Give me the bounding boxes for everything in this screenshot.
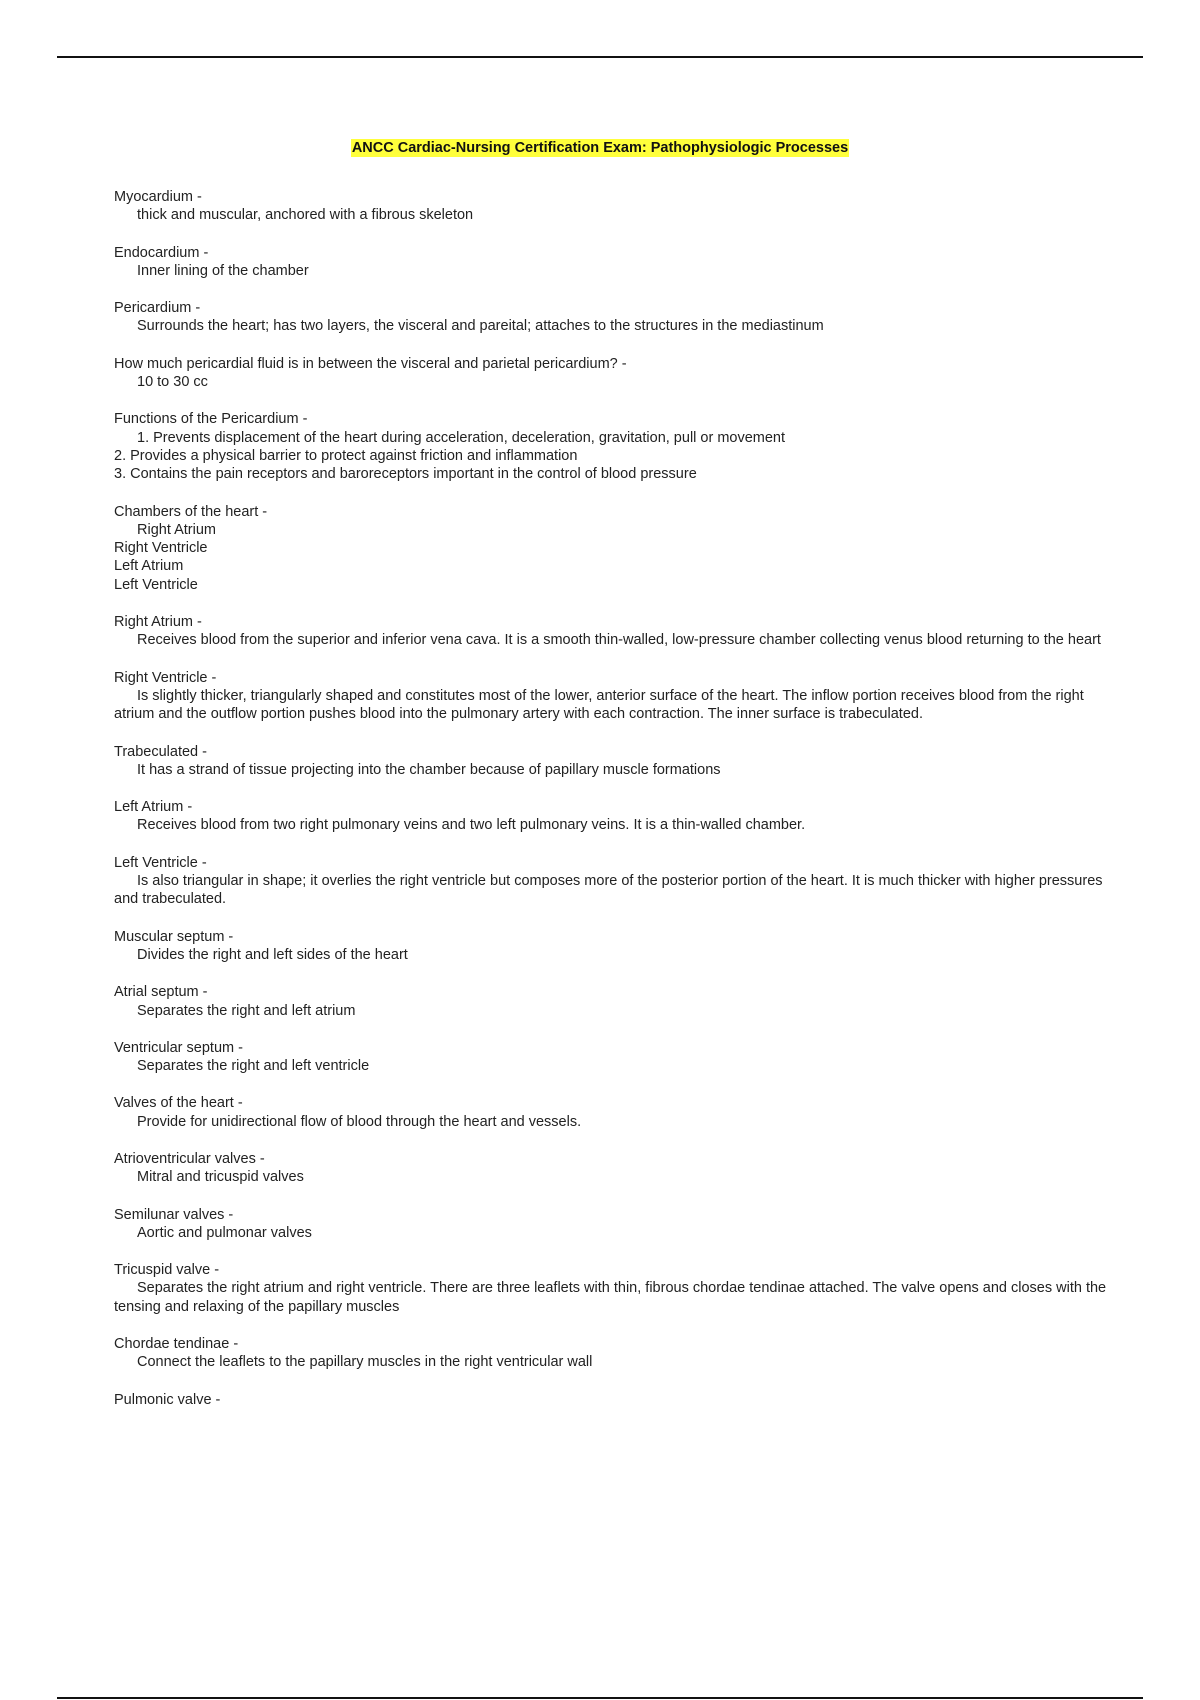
entry-av-valves xyxy=(114,1150,1114,1187)
entry-term: Ventricular septum - xyxy=(114,1039,243,1056)
entry-term: Right Ventricle - xyxy=(114,669,217,686)
entry-term: Trabeculated - xyxy=(114,743,207,760)
entry-chordae-tendinae xyxy=(114,1335,1114,1372)
entry-definition: Mitral and tricuspid valves xyxy=(137,1169,304,1186)
top-rule xyxy=(57,56,1143,58)
entry-definition: Aortic and pulmonar valves xyxy=(137,1224,312,1241)
entry-definition: Divides the right and left sides of the heart xyxy=(137,946,408,963)
entry-term: Functions of the Pericardium - xyxy=(114,411,308,428)
entry-definition: Receives blood from two right pulmonary veins and two left pulmonary veins. It is a thin-walled chamber. xyxy=(137,817,806,834)
flashcard-list xyxy=(114,188,1114,1428)
entry-definition: 10 to 30 cc xyxy=(137,374,208,391)
entry-trabeculated xyxy=(114,743,1114,780)
entry-term: Right Atrium - xyxy=(114,614,202,631)
entry-term: Pericardium - xyxy=(114,300,201,317)
entry-atrial-septum xyxy=(114,983,1114,1020)
entry-left-ventricle xyxy=(114,854,1114,909)
entry-definition-line: Right Atrium xyxy=(137,521,216,538)
entry-term: Endocardium - xyxy=(114,244,209,261)
entry-term: Tricuspid valve - xyxy=(114,1262,220,1279)
entry-term: Valves of the heart - xyxy=(114,1095,243,1112)
entry-term: Semilunar valves - xyxy=(114,1206,234,1223)
entry-chambers xyxy=(114,503,1114,594)
entry-definition: Receives blood from the superior and inferior vena cava. It is a smooth thin-walled, low-pressure chamber collecting venus blood returning to the heart xyxy=(137,632,1101,649)
entry-definition-line: 3. Contains the pain receptors and baroreceptors important in the control of blood pressure xyxy=(114,466,697,483)
title-container xyxy=(0,139,1200,157)
entry-term: Muscular septum - xyxy=(114,928,234,945)
entry-term: Pulmonic valve - xyxy=(114,1391,221,1408)
entry-functions-pericardium xyxy=(114,410,1114,483)
entry-definition-line: Left Ventricle xyxy=(114,576,198,593)
entry-definition-line: 2. Provides a physical barrier to protect against friction and inflammation xyxy=(114,447,578,464)
entry-definition: It has a strand of tissue projecting into the chamber because of papillary muscle formations xyxy=(137,761,721,778)
entry-pericardium xyxy=(114,299,1114,336)
entry-tricuspid-valve xyxy=(114,1261,1114,1316)
entry-term: Left Atrium - xyxy=(114,799,193,816)
entry-definition-line: Left Atrium xyxy=(114,558,184,575)
entry-definition: thick and muscular, anchored with a fibrous skeleton xyxy=(137,207,474,224)
entry-right-ventricle xyxy=(114,669,1114,724)
bottom-rule xyxy=(57,1697,1143,1699)
entry-term: Chambers of the heart - xyxy=(114,503,268,520)
entry-term: Myocardium - xyxy=(114,189,202,205)
entry-term: Left Ventricle - xyxy=(114,854,207,871)
entry-myocardium xyxy=(114,188,1114,225)
entry-definition: Provide for unidirectional flow of blood through the heart and vessels. xyxy=(137,1113,582,1130)
entry-definition: Is slightly thicker, triangularly shaped and constitutes most of the lower, anterior surface of the heart. The inflow portion receives blood from the right atrium and the outflow portion pushes blood into the pulmonary artery with each contraction. The inner surface is trabeculated. xyxy=(114,687,1084,723)
entry-valves xyxy=(114,1094,1114,1131)
entry-endocardium xyxy=(114,244,1114,281)
document-title: ANCC Cardiac-Nursing Certification Exam: Pathophysiologic Processes xyxy=(351,140,849,156)
entry-definition: Separates the right atrium and right ventricle. There are three leaflets with thin, fibrous chordae tendinae attached. The valve opens and closes with the tensing and relaxing of the papillary muscles xyxy=(114,1280,1107,1315)
entry-pulmonic-valve xyxy=(114,1391,1114,1409)
entry-definition: Inner lining of the chamber xyxy=(137,262,309,279)
entry-definition: Separates the right and left ventricle xyxy=(137,1058,370,1075)
entry-definition: Is also triangular in shape; it overlies the right ventricle but composes more of the posterior portion of the heart. It is much thicker with higher pressures and trabeculated. xyxy=(114,873,1103,908)
entry-term: How much pericardial fluid is in between the visceral and parietal pericardium? - xyxy=(114,355,627,372)
entry-definition: Connect the leaflets to the papillary muscles in the right ventricular wall xyxy=(137,1354,593,1371)
entry-ventricular-septum xyxy=(114,1039,1114,1076)
entry-term: Atrioventricular valves - xyxy=(114,1150,265,1167)
entry-term: Atrial septum - xyxy=(114,984,208,1001)
entry-right-atrium xyxy=(114,613,1114,650)
entry-pericardial-fluid xyxy=(114,355,1114,392)
entry-term: Chordae tendinae - xyxy=(114,1336,239,1353)
entry-definition: Separates the right and left atrium xyxy=(137,1002,356,1019)
entry-definition: Surrounds the heart; has two layers, the visceral and pareital; attaches to the structures in the mediastinum xyxy=(137,318,824,335)
entry-definition-line: Right Ventricle xyxy=(114,540,208,557)
entry-left-atrium xyxy=(114,798,1114,835)
entry-definition-line: 1. Prevents displacement of the heart during acceleration, deceleration, gravitation, pull or movement xyxy=(137,429,786,446)
entry-semilunar-valves xyxy=(114,1206,1114,1243)
entry-muscular-septum xyxy=(114,928,1114,965)
